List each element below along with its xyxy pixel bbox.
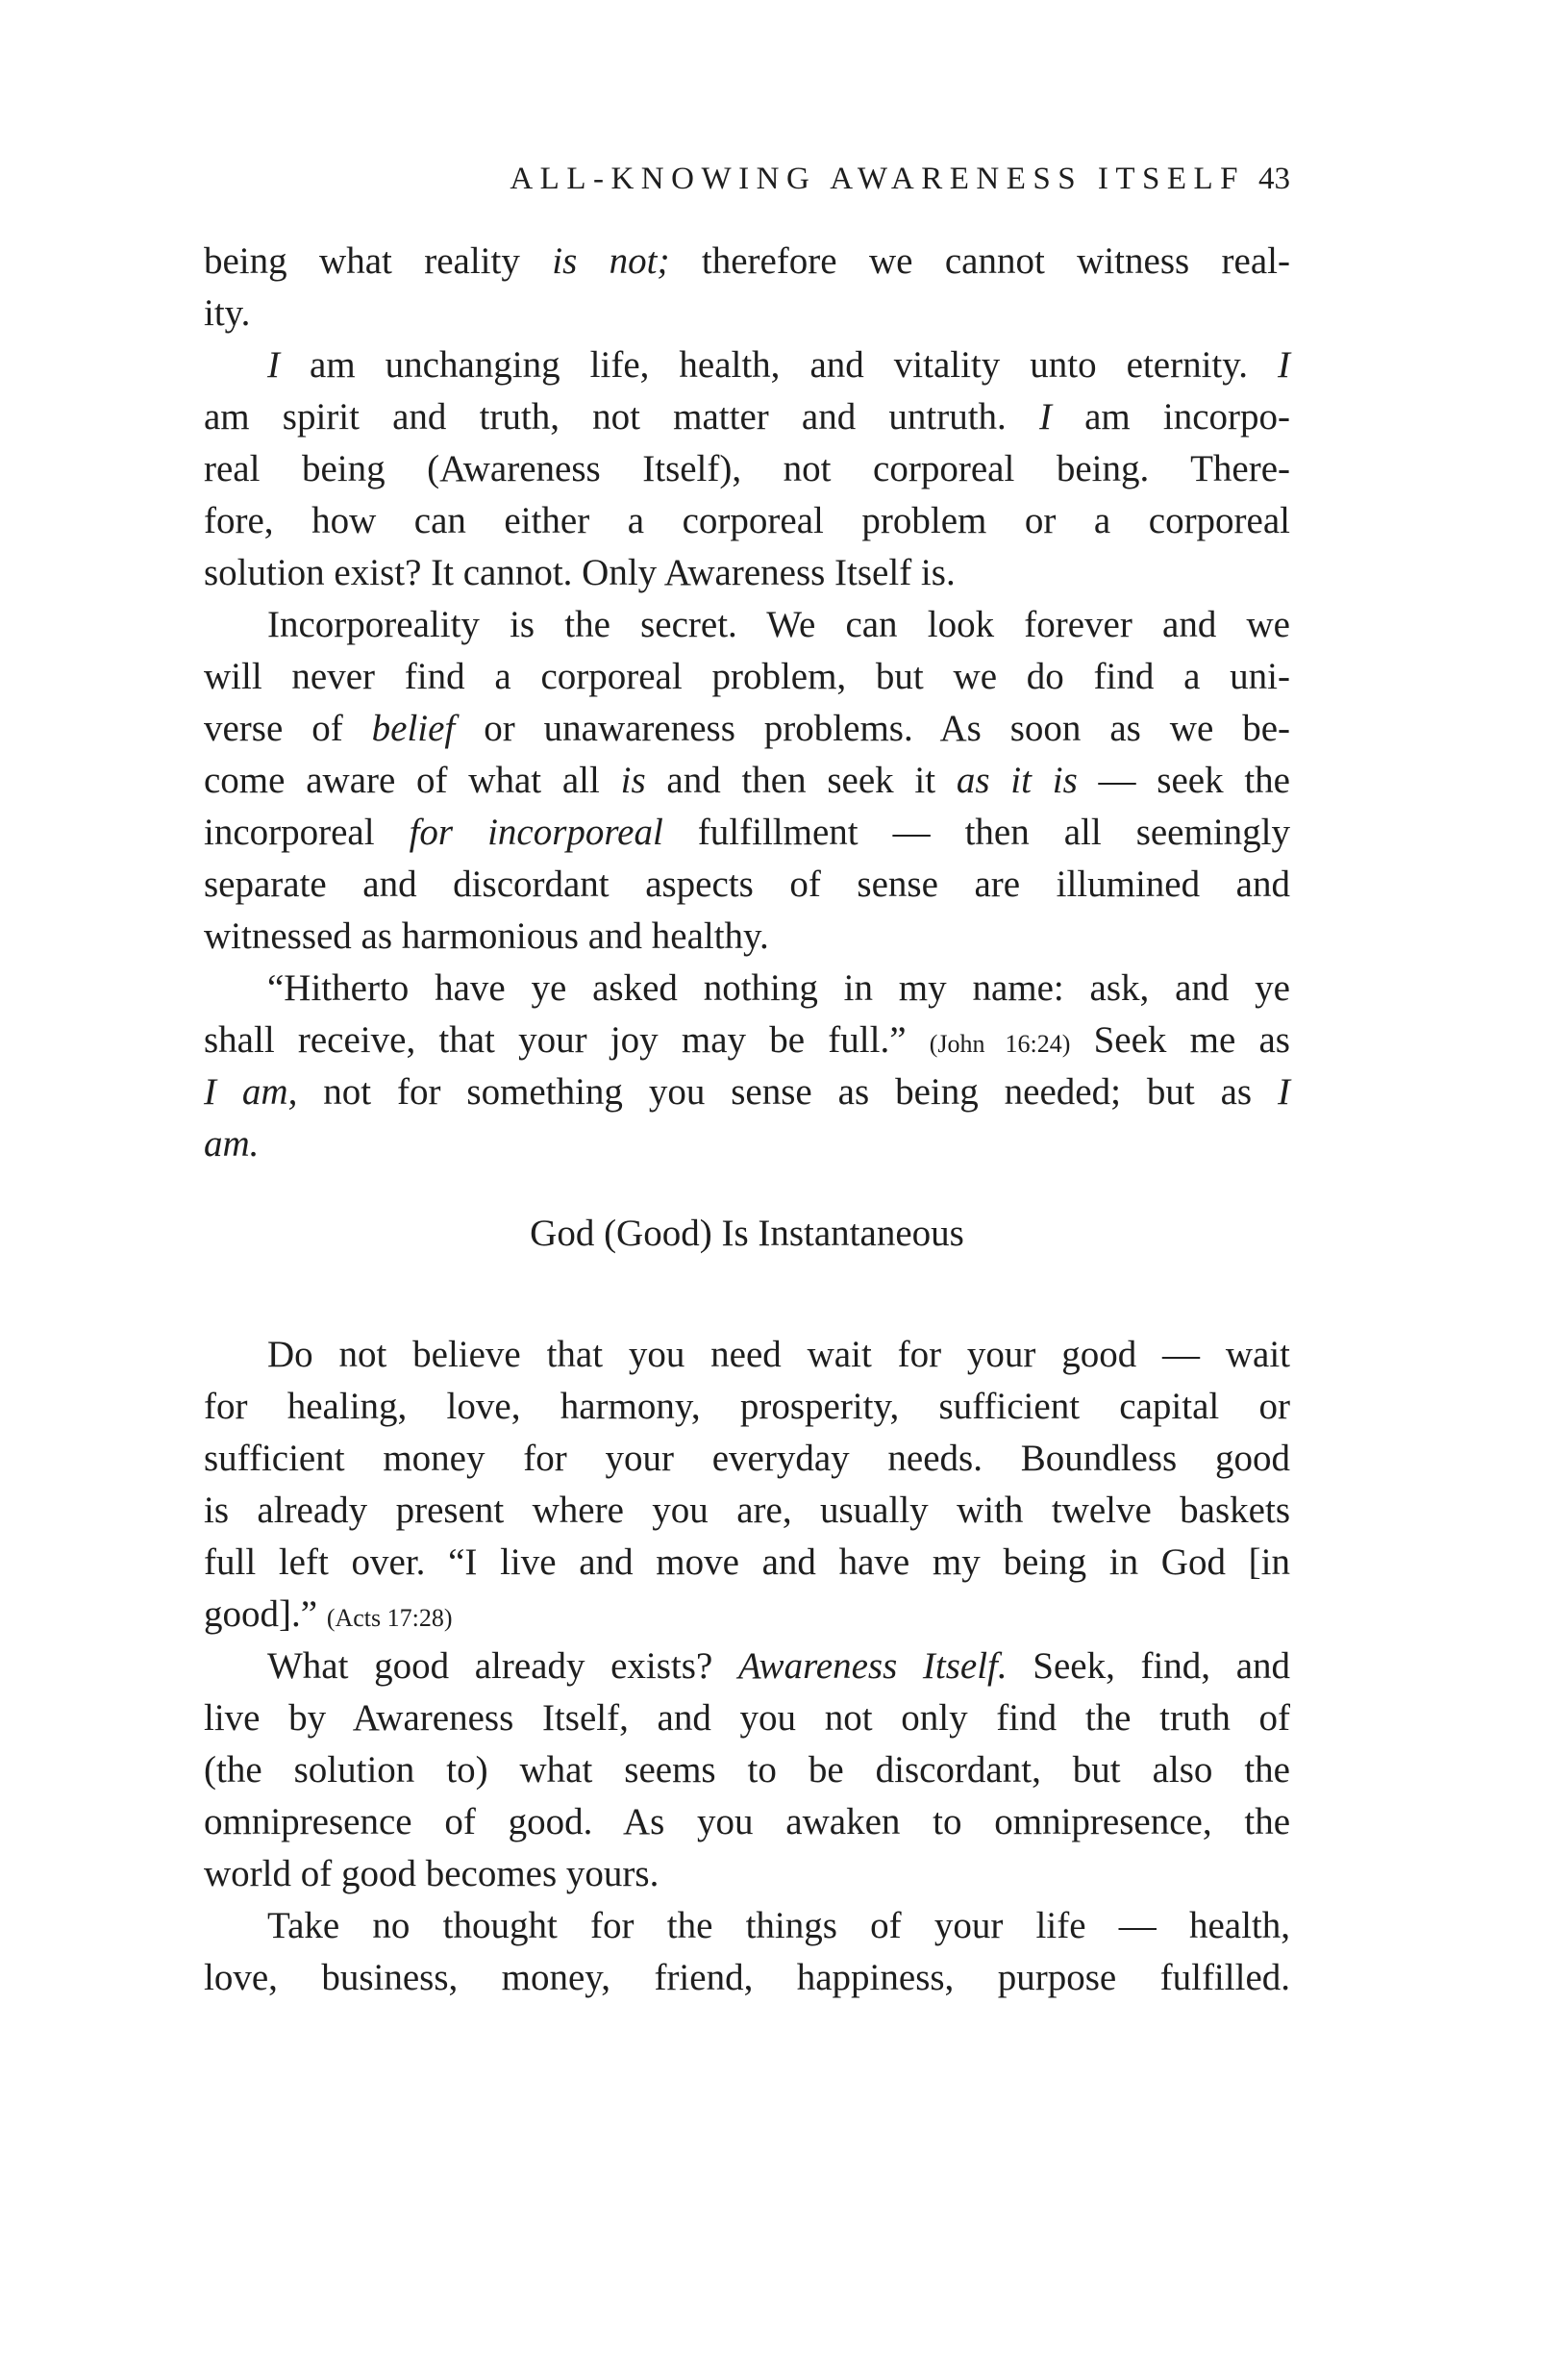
text-line (204, 1015, 1290, 1066)
text-line (204, 1066, 1290, 1118)
text-line (204, 1329, 1290, 1381)
text-run: am unchanging life, health, and vitality unto eternity. (280, 344, 1278, 386)
text-line (204, 1952, 1290, 2004)
text-run: therefore we cannot witness real- (669, 240, 1290, 282)
text-run: Do not believe that you need wait for your good — wait (267, 1334, 1290, 1375)
text-line (204, 339, 1290, 391)
emphasis: I (267, 344, 280, 386)
text-run: love, business, money, friend, happiness, purpose fulfilled. (204, 1957, 1290, 1998)
text-line (204, 651, 1290, 703)
text-line (204, 703, 1290, 755)
emphasis: I (1278, 344, 1290, 386)
text-run: witnessed as harmonious and healthy. (204, 915, 769, 957)
running-head-title: ALL-KNOWING AWARENESS ITSELF (510, 162, 1245, 196)
text-run: not for something you sense as being needed; but as (297, 1071, 1278, 1113)
text-run: Incorporeality is the secret. We can look forever and we (267, 604, 1290, 645)
text-line (204, 495, 1290, 547)
text-run: Take no thought for the things of your life — health, (267, 1905, 1290, 1946)
text-run: verse of (204, 708, 372, 749)
text-run: Seek, find, and (1007, 1645, 1290, 1687)
citation: (John 16:24) (929, 1030, 1071, 1058)
text-line (204, 443, 1290, 495)
text-run: good].” (204, 1593, 327, 1635)
page-number: 43 (1258, 162, 1290, 196)
text-run: am spirit and truth, not matter and untruth. (204, 396, 1039, 438)
text-run: separate and discordant aspects of sense are illumined and (204, 864, 1290, 905)
text-run: and then seek it (645, 760, 957, 801)
text-line (204, 547, 1290, 599)
text-run: will never find a corporeal problem, but we do find a uni- (204, 656, 1290, 697)
text-line (204, 391, 1290, 443)
text-line (204, 963, 1290, 1015)
text-run: world of good becomes yours. (204, 1853, 660, 1894)
text-run: fulfillment — then all seemingly (662, 812, 1291, 853)
text-line (204, 859, 1290, 911)
text-line (204, 1537, 1290, 1589)
text-run: am incorpo- (1051, 396, 1291, 438)
section-heading (204, 1208, 1290, 1260)
text-line (204, 1641, 1290, 1692)
text-run: ity. (204, 292, 251, 334)
text-run: come aware of what all (204, 760, 621, 801)
emphasis: for incorporeal (409, 812, 663, 853)
text-line (204, 236, 1290, 288)
emphasis: is (620, 760, 646, 801)
text-line (204, 1744, 1290, 1796)
emphasis: as it is (956, 760, 1078, 801)
text-run: being what reality (204, 240, 553, 282)
text-line (204, 1433, 1290, 1485)
text-run: Seek me as (1070, 1019, 1290, 1061)
text-line (204, 1796, 1290, 1848)
text-line (204, 911, 1290, 963)
text-line (204, 1900, 1290, 1952)
text-run: is already present where you are, usually with twelve baskets (204, 1490, 1290, 1531)
text-run: shall receive, that your joy may be full.” (204, 1019, 930, 1061)
text-line (204, 1118, 1290, 1170)
emphasis: I (1278, 1071, 1290, 1113)
text-run: (the solution to) what seems to be discordant, but also the (204, 1749, 1290, 1791)
text-run: God (Good) Is Instantaneous (530, 1213, 964, 1254)
text-run: for healing, love, harmony, prosperity, sufficient capital or (204, 1386, 1290, 1427)
text-run: “Hitherto have ye asked nothing in my name: ask, and ye (267, 967, 1290, 1009)
text-line (204, 807, 1290, 859)
emphasis: am. (204, 1123, 260, 1165)
text-run: fore, how can either a corporeal problem or a corporeal (204, 500, 1290, 541)
emphasis: I am, (204, 1071, 298, 1113)
text-run: or unawareness problems. As soon as we be- (455, 708, 1290, 749)
text-line (204, 1381, 1290, 1433)
text-line (204, 1589, 1290, 1641)
text-line (204, 1485, 1290, 1537)
text-line (204, 288, 1290, 339)
text-run: — seek the (1077, 760, 1290, 801)
text-line (204, 599, 1290, 651)
text-run: solution exist? It cannot. Only Awareness Itself is. (204, 552, 956, 593)
emphasis: is not; (552, 240, 670, 282)
text-line (204, 755, 1290, 807)
citation: (Acts 17:28) (326, 1604, 453, 1632)
emphasis: I (1038, 396, 1052, 438)
text-run: full left over. “I live and move and have my being in God [in (204, 1541, 1290, 1583)
text-run: real being (Awareness Itself), not corporeal being. There- (204, 448, 1290, 489)
emphasis: belief (371, 708, 456, 749)
text-run: incorporeal (204, 812, 410, 853)
text-run: sufficient money for your everyday needs. Boundless good (204, 1438, 1290, 1479)
text-run: What good already exists? (267, 1645, 738, 1687)
emphasis: Awareness Itself. (737, 1645, 1008, 1687)
text-line (204, 1692, 1290, 1744)
text-line (204, 1848, 1290, 1900)
running-head (260, 162, 1290, 197)
text-run: omnipresence of good. As you awaken to omnipresence, the (204, 1801, 1290, 1842)
text-run: live by Awareness Itself, and you not only find the truth of (204, 1697, 1290, 1739)
